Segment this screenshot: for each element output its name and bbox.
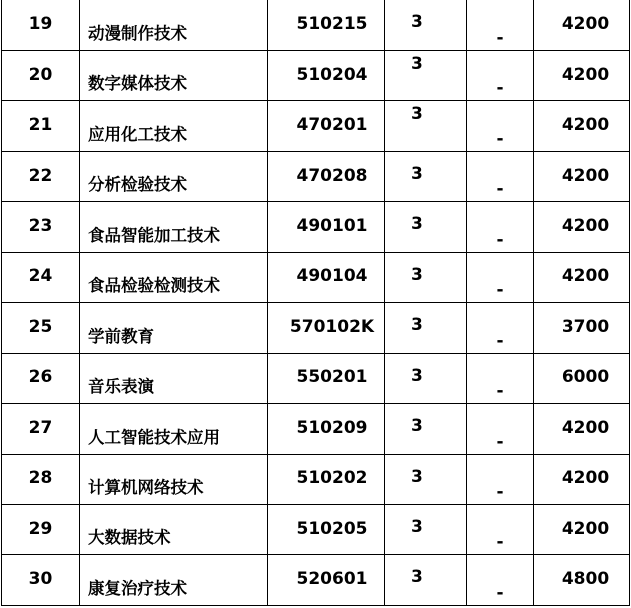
empty-dash-cell <box>467 0 534 50</box>
major-code-text: 470208 <box>296 165 368 186</box>
empty-dash-cell <box>467 555 534 606</box>
row-number-text: 22 <box>28 165 53 186</box>
row-number-text: 25 <box>28 316 53 337</box>
duration-years-cell <box>385 101 467 151</box>
empty-dash-cell <box>467 202 534 252</box>
table-row <box>2 454 630 504</box>
duration-years-cell <box>385 454 467 504</box>
empty-dash-text: - <box>496 179 504 200</box>
tuition-fee-cell <box>534 505 630 555</box>
table-body <box>2 0 630 606</box>
tuition-fee-text: 4200 <box>561 115 610 136</box>
major-name-text: 数字媒体技术 <box>88 74 187 94</box>
duration-years-text: 3 <box>411 104 423 125</box>
empty-dash-text: - <box>496 330 504 351</box>
duration-years-cell <box>385 151 467 201</box>
major-code-text: 570102K <box>289 316 375 337</box>
tuition-fee-text: 4800 <box>561 569 610 590</box>
table-row <box>2 0 630 50</box>
table-row <box>2 303 630 353</box>
major-name-cell <box>80 0 268 50</box>
empty-dash-text: - <box>496 27 504 48</box>
major-name-text: 音乐表演 <box>88 377 154 397</box>
row-number-text: 24 <box>28 266 53 287</box>
tuition-fee-text: 4200 <box>561 64 610 85</box>
empty-dash-text: - <box>496 482 504 503</box>
major-name-cell <box>80 353 268 403</box>
row-number-text: 21 <box>28 115 53 136</box>
duration-years-text: 3 <box>411 315 423 336</box>
major-name-text: 食品检验检测技术 <box>88 276 220 296</box>
major-code-cell <box>268 404 385 454</box>
major-name-text: 学前教育 <box>88 326 154 346</box>
tuition-fee-cell <box>534 404 630 454</box>
row-number-cell <box>2 454 80 504</box>
duration-years-text: 3 <box>411 416 423 437</box>
row-number-cell <box>2 202 80 252</box>
table-row <box>2 505 630 555</box>
major-name-cell <box>80 151 268 201</box>
major-name-text: 应用化工技术 <box>88 124 187 144</box>
row-number-cell <box>2 0 80 50</box>
duration-years-text: 3 <box>411 53 423 74</box>
tuition-fee-text: 6000 <box>561 367 610 388</box>
major-code-text: 490101 <box>296 216 368 237</box>
row-number-text: 27 <box>28 417 53 438</box>
table-row <box>2 202 630 252</box>
duration-years-text: 3 <box>411 12 423 32</box>
major-code-cell <box>268 101 385 151</box>
major-code-text: 510202 <box>296 468 368 489</box>
tuition-fee-text: 4200 <box>561 13 610 34</box>
row-number-text: 28 <box>28 468 53 489</box>
row-number-cell <box>2 353 80 403</box>
tuition-fee-cell <box>534 303 630 353</box>
duration-years-text: 3 <box>411 214 423 235</box>
empty-dash-cell <box>467 303 534 353</box>
major-name-cell <box>80 50 268 100</box>
major-name-text: 人工智能技术应用 <box>88 427 220 447</box>
duration-years-cell <box>385 404 467 454</box>
major-code-cell <box>268 0 385 50</box>
table-row <box>2 50 630 100</box>
empty-dash-text: - <box>496 128 504 149</box>
row-number-cell <box>2 50 80 100</box>
tuition-fee-cell <box>534 252 630 302</box>
major-name-cell <box>80 252 268 302</box>
tuition-fee-text: 4200 <box>561 216 610 237</box>
row-number-text: 23 <box>28 216 53 237</box>
duration-years-cell <box>385 555 467 606</box>
major-name-text: 康复治疗技术 <box>88 579 187 598</box>
major-name-text: 分析检验技术 <box>88 175 187 195</box>
major-name-cell <box>80 101 268 151</box>
duration-years-text: 3 <box>411 163 423 184</box>
row-number-cell <box>2 101 80 151</box>
empty-dash-cell <box>467 252 534 302</box>
empty-dash-text: - <box>496 229 504 250</box>
row-number-text: 30 <box>28 569 53 590</box>
tuition-fee-cell <box>534 555 630 606</box>
tuition-fee-cell <box>534 50 630 100</box>
tuition-fee-text: 4200 <box>561 417 610 438</box>
empty-dash-cell <box>467 454 534 504</box>
row-number-cell <box>2 303 80 353</box>
tuition-fee-cell <box>534 0 630 50</box>
row-number-cell <box>2 252 80 302</box>
empty-dash-cell <box>467 101 534 151</box>
duration-years-cell <box>385 50 467 100</box>
tuition-fee-cell <box>534 101 630 151</box>
major-code-cell <box>268 202 385 252</box>
row-number-cell <box>2 505 80 555</box>
table-row <box>2 151 630 201</box>
major-name-text: 动漫制作技术 <box>88 23 187 43</box>
duration-years-cell <box>385 505 467 555</box>
major-name-cell <box>80 202 268 252</box>
duration-years-cell <box>385 202 467 252</box>
tuition-fee-text: 4200 <box>561 468 610 489</box>
empty-dash-cell <box>467 353 534 403</box>
duration-years-cell <box>385 353 467 403</box>
tuition-fee-text: 4200 <box>561 518 610 539</box>
major-name-cell <box>80 404 268 454</box>
duration-years-cell <box>385 0 467 50</box>
empty-dash-cell <box>467 50 534 100</box>
empty-dash-cell <box>467 404 534 454</box>
tuition-fee-text: 3700 <box>561 316 610 337</box>
table-row <box>2 353 630 403</box>
empty-dash-text: - <box>496 381 504 402</box>
duration-years-text: 3 <box>411 264 423 285</box>
major-code-cell <box>268 353 385 403</box>
empty-dash-text: - <box>496 532 504 553</box>
duration-years-text: 3 <box>411 365 423 386</box>
major-code-cell <box>268 252 385 302</box>
major-name-text: 计算机网络技术 <box>88 478 204 498</box>
tuition-fee-cell <box>534 202 630 252</box>
major-code-cell <box>268 555 385 606</box>
empty-dash-cell <box>467 151 534 201</box>
duration-years-cell <box>385 303 467 353</box>
empty-dash-text: - <box>496 280 504 301</box>
row-number-cell <box>2 555 80 606</box>
major-code-text: 510215 <box>296 13 368 34</box>
major-code-text: 550201 <box>296 367 368 388</box>
major-code-cell <box>268 303 385 353</box>
table-row <box>2 252 630 302</box>
major-code-cell <box>268 454 385 504</box>
duration-years-text: 3 <box>411 567 423 588</box>
table-row <box>2 101 630 151</box>
empty-dash-text: - <box>496 78 504 99</box>
empty-dash-text: - <box>496 583 504 603</box>
major-code-text: 510204 <box>296 64 368 85</box>
major-code-cell <box>268 151 385 201</box>
major-table <box>1 0 630 606</box>
empty-dash-cell <box>467 505 534 555</box>
duration-years-text: 3 <box>411 466 423 487</box>
tuition-fee-text: 4200 <box>561 266 610 287</box>
duration-years-text: 3 <box>411 517 423 538</box>
row-number-text: 26 <box>28 367 53 388</box>
row-number-text: 29 <box>28 518 53 539</box>
major-code-text: 490104 <box>296 266 368 287</box>
tuition-fee-cell <box>534 353 630 403</box>
major-code-cell <box>268 505 385 555</box>
major-name-text: 大数据技术 <box>88 528 171 548</box>
row-number-cell <box>2 404 80 454</box>
major-name-cell <box>80 555 268 606</box>
major-code-text: 510205 <box>296 518 368 539</box>
duration-years-cell <box>385 252 467 302</box>
major-name-cell <box>80 505 268 555</box>
row-number-text: 19 <box>28 13 53 34</box>
table-row <box>2 555 630 606</box>
tuition-fee-text: 4200 <box>561 165 610 186</box>
row-number-text: 20 <box>28 64 53 85</box>
empty-dash-text: - <box>496 431 504 452</box>
major-code-text: 470201 <box>296 115 368 136</box>
tuition-fee-cell <box>534 151 630 201</box>
major-code-text: 510209 <box>296 417 368 438</box>
table-row <box>2 404 630 454</box>
major-code-cell <box>268 50 385 100</box>
major-code-text: 520601 <box>296 569 368 590</box>
major-name-text: 食品智能加工技术 <box>88 225 220 245</box>
major-name-cell <box>80 454 268 504</box>
tuition-fee-cell <box>534 454 630 504</box>
major-name-cell <box>80 303 268 353</box>
row-number-cell <box>2 151 80 201</box>
